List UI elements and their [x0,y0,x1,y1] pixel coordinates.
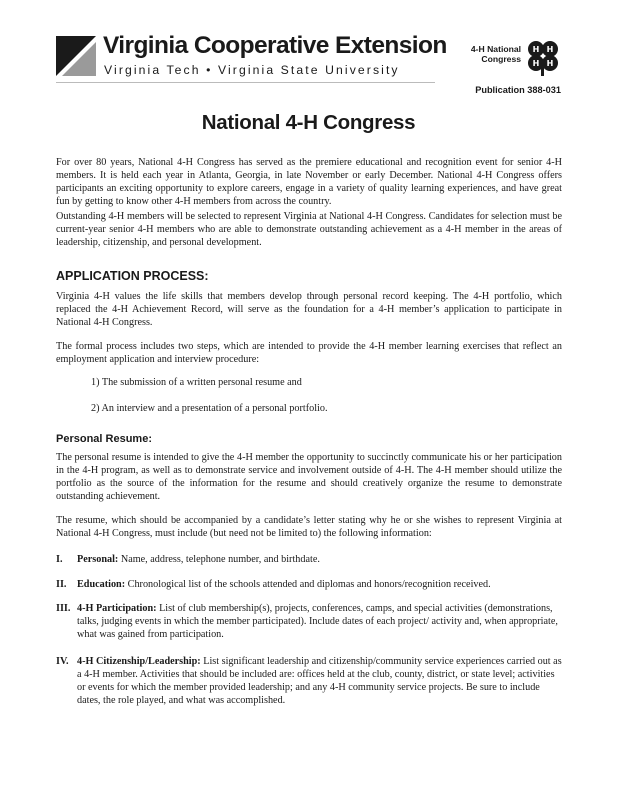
page-title: National 4-H Congress [201,111,416,134]
application-step-2: 2) An interview and a presentation of a personal portfolio. [91,403,328,414]
application-heading: APPLICATION PROCESS: [56,269,209,283]
resume-item-text: List of club membership(s), projects, conferences, camps, and special activities (demonstrations, talks, judging events in which the member participated). Include dates of each project/ activity and, when appropriate, what was gained from participation. [77,603,558,640]
vce-wedge-logo-icon [56,36,96,76]
resume-item-number: IV. [56,656,69,667]
intro-paragraph-1: For over 80 years, National 4-H Congress has served as the premiere educational and recognition event for senior 4-H members. It is held each year in Atlanta, Georgia, in late November or early December. National 4-H Congress offers participants an exciting opportunity to explore careers, engage in a variety of quality learning experiences, and have great fun by getting to know other 4-H members from across the country. [56,157,562,207]
org-subtitle: Virginia Tech • Virginia State University [104,63,400,77]
application-paragraph-1: Virginia 4-H values the life skills that members develop through personal record keeping. The 4-H portfolio, which replaced the 4-H Achievement Record, will serve as the foundation for a 4-H member’s application to participate in National 4-H Congress. [56,291,562,328]
resume-paragraph-2: The resume, which should be accompanied by a candidate’s letter stating why he or she wishes to represent Virginia at National 4-H Congress, must include (but need not be limited to) the following information: [56,515,562,539]
program-label-line1: 4-H National [470,44,521,54]
program-label-line2: Congress [481,54,521,64]
resume-item-number: III. [56,603,71,614]
resume-item-number: II. [56,579,67,590]
org-name: Virginia Cooperative Extension [103,32,447,59]
publication-number: Publication 388-031 [475,85,561,95]
resume-item-text: Name, address, telephone number, and birthdate. [118,554,320,565]
resume-item-term: Personal: [77,554,119,565]
program-label [461,44,521,64]
resume-item-number: I. [56,554,63,565]
resume-item-text: Chronological list of the schools attended and diplomas and honors/recognition received. [125,579,491,590]
svg-text:H: H [546,45,554,54]
resume-paragraph-1: The personal resume is intended to give the 4-H member the opportunity to succinctly communicate his or her participation in the 4-H program, as well as to demonstrate service and involvement outside of 4-H. The 4-H member should utilize the portfolio as the source of the information for the resume and should creatively organize the resume to demonstrate outstanding achievement. [56,452,562,502]
header-rule [56,82,435,83]
resume-item-term: 4-H Citizenship/Leadership: [77,656,201,667]
svg-text:H: H [532,59,540,68]
resume-item [56,655,562,707]
resume-item-text: List significant leadership and citizenship/community service experiences carried out as a 4-H member. Activities that should be included are: offices held at the club, county, district, or state level; activities or events for which the member provided leadership; and any 4-H community service projects. Be sure to include dates, the role played, and what was accomplished. [77,656,562,706]
resume-heading: Personal Resume: [56,433,152,445]
4h-clover-icon [523,37,563,77]
application-step-1: 1) The submission of a written personal resume and [91,377,302,388]
intro-paragraph-2: Outstanding 4-H members will be selected to represent Virginia at National 4-H Congress. Candidates for selection must be current-year senior 4-H members who are able to demonstrate outstanding achievement as a 4-H member in the areas of leadership, citizenship, and personal development. [56,211,562,248]
resume-item [56,553,562,566]
application-paragraph-2: The formal process includes two steps, which are intended to provide the 4-H member learning exercises that reflect an employment application and interview procedure: [56,341,562,365]
svg-text:H: H [532,45,540,54]
resume-item-term: 4-H Participation: [77,603,157,614]
resume-item [56,578,562,591]
svg-text:H: H [546,59,554,68]
resume-item-term: Education: [77,579,126,590]
resume-item [56,602,562,641]
